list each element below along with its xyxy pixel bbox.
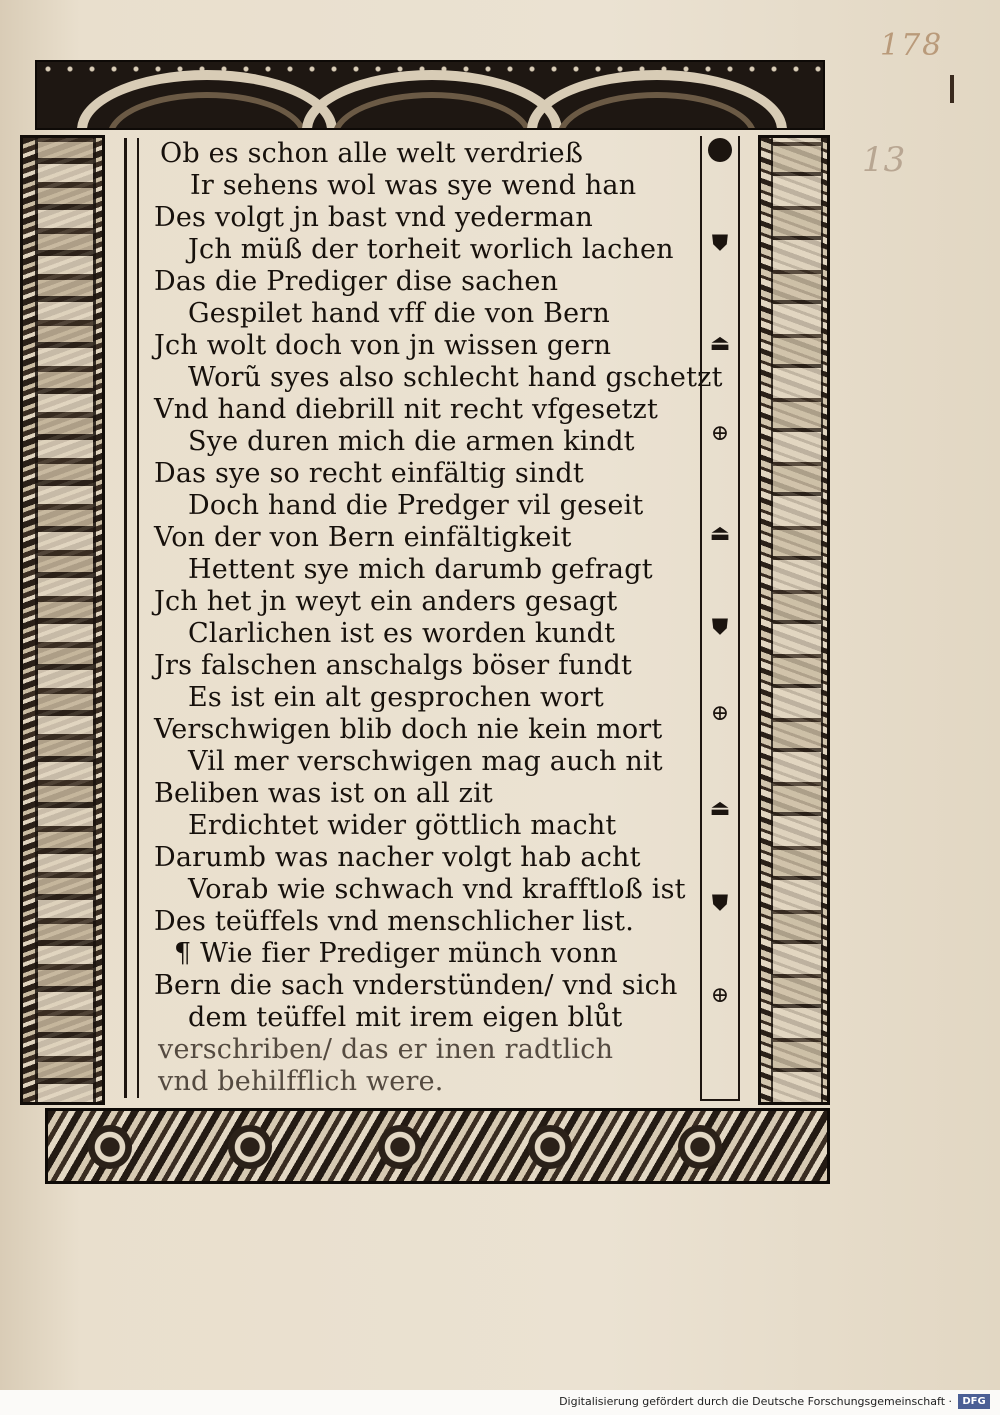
text-frame-rule <box>124 138 127 1098</box>
woodcut-border-top <box>35 60 825 130</box>
cross-circle-ornament-icon: ⊕ <box>710 701 730 726</box>
section-heading-line: verschriben/ das er inen radtlich <box>158 1034 614 1065</box>
folio-number: 178 <box>880 28 944 63</box>
flower-ornament <box>88 1125 132 1169</box>
section-heading-line: ¶ Wie fier Prediger münch vonn <box>174 938 618 969</box>
text-line: Vnd hand diebrill nit recht vfgesetzt <box>154 394 659 425</box>
funding-credit: Digitalisierung gefördert durch die Deutsche Forschungsgemeinschaft · <box>559 1395 952 1408</box>
boot-ornament-icon: ⛊ <box>711 891 729 916</box>
text-line: Jch het jn weyt ein anders gesagt <box>154 586 618 617</box>
text-line: Gespilet hand vff die von Bern <box>188 298 611 329</box>
text-line: Des teüffels vnd menschlicher list. <box>154 906 634 937</box>
text-line: Worũ syes also schlecht hand gschetzt <box>188 362 723 393</box>
section-heading-line: vnd behilfflich were. <box>158 1066 444 1097</box>
ornament-column <box>700 132 740 1092</box>
section-heading-line: dem teüffel mit irem eigen blůt <box>188 1002 623 1033</box>
verse-text-block <box>148 138 723 1103</box>
text-line: Das die Prediger dise sachen <box>154 266 559 297</box>
text-line: Jch wolt doch von jn wissen gern <box>154 330 612 361</box>
section-heading-line: Bern die sach vnderstünden/ vnd sich <box>154 970 678 1001</box>
edge-mark <box>950 75 954 103</box>
bell-ornament-icon: ⏏ <box>709 521 731 546</box>
boot-ornament-icon: ⛊ <box>711 231 729 256</box>
flower-ornament <box>528 1125 572 1169</box>
bell-ornament-icon: ⏏ <box>709 331 731 356</box>
text-line: Darumb was nacher volgt hab acht <box>154 842 641 873</box>
flower-ornament <box>678 1125 722 1169</box>
text-line: Vil mer verschwigen mag auch nit <box>188 746 663 777</box>
dfg-logo: DFG <box>958 1394 990 1409</box>
boot-ornament-icon: ⛊ <box>711 615 729 640</box>
woodcut-border-left <box>20 135 105 1105</box>
cross-circle-ornament-icon: ⊕ <box>710 983 730 1008</box>
text-line: Sye duren mich die armen kindt <box>188 426 635 457</box>
text-line: Verschwigen blib doch nie kein mort <box>154 714 663 745</box>
text-line: Ir sehens wol was sye wend han <box>190 170 637 201</box>
quire-mark: 13 <box>862 140 906 180</box>
text-line: Des volgt jn bast vnd yederman <box>154 202 593 233</box>
text-line: Jrs falschen anschalgs böser fundt <box>154 650 633 681</box>
text-line: Ob es schon alle welt verdrieß <box>160 138 584 169</box>
ball-ornament-icon <box>708 138 732 162</box>
text-line: Jch müß der torheit worlich lachen <box>188 234 674 265</box>
text-line: Vorab wie schwach vnd krafftloß ist <box>188 874 686 905</box>
text-line: Clarlichen ist es worden kundt <box>188 618 616 649</box>
cross-circle-ornament-icon: ⊕ <box>710 421 730 446</box>
digitization-footer <box>0 1390 1000 1415</box>
text-line: Von der von Bern einfältigkeit <box>154 522 572 553</box>
text-frame-rule <box>137 138 139 1098</box>
border-column-ornament <box>771 138 823 1102</box>
woodcut-border-bottom <box>45 1108 830 1184</box>
bell-ornament-icon: ⏏ <box>709 796 731 821</box>
woodcut-border-right <box>758 135 830 1105</box>
flower-ornament <box>228 1125 272 1169</box>
text-line: Beliben was ist on all zit <box>154 778 493 809</box>
text-line: Doch hand die Predger vil geseit <box>188 490 644 521</box>
border-column-ornament <box>35 138 96 1102</box>
text-line: Erdichtet wider göttlich macht <box>188 810 617 841</box>
text-line: Das sye so recht einfältig sindt <box>154 458 584 489</box>
text-line: Es ist ein alt gesprochen wort <box>188 682 604 713</box>
text-line: Hettent sye mich darumb gefragt <box>188 554 653 585</box>
flower-ornament <box>378 1125 422 1169</box>
text-frame-rule <box>700 1099 740 1101</box>
